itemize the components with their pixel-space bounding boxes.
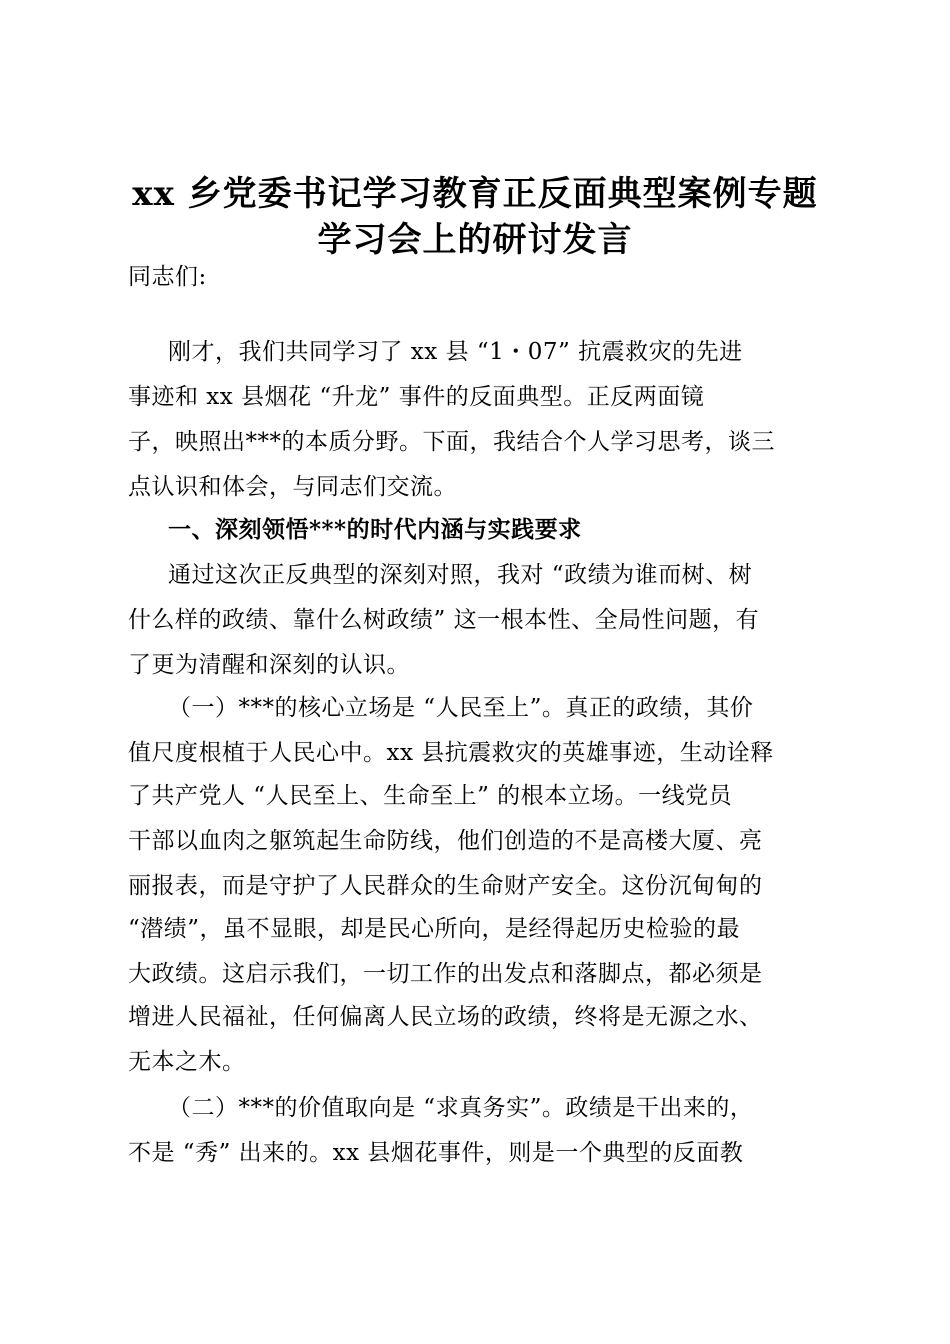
sub-1-line-1: （一）***的核心立场是 “人民至上”。真正的政绩，其价 [168, 695, 754, 721]
document-title-line-1: xx 乡党委书记学习教育正反面典型案例专题 [132, 174, 818, 214]
document-title-line-2: 学习会上的研讨发言 [317, 220, 633, 260]
section-1-line-3: 了更为清醒和深刻的认识。 [128, 652, 410, 678]
sub-1-line-9: 无本之木。 [128, 1049, 246, 1075]
salutation: 同志们: [128, 264, 207, 290]
sub-1-line-4: 干部以血肉之躯筑起生命防线，他们创造的不是高楼大厦、亮 [128, 828, 763, 854]
sub-1-line-2: 值尺度根植于人民心中。xx 县抗震救灾的英雄事迹，生动诠释 [128, 740, 774, 766]
section-1-heading: 一、深刻领悟***的时代内涵与实践要求 [168, 516, 582, 543]
sub-2-line-2: 不是 “秀” 出来的。xx 县烟花事件，则是一个典型的反面教 [128, 1140, 744, 1166]
sub-1-line-5: 丽报表，而是守护了人民群众的生命财产安全。这份沉甸甸的 [128, 873, 763, 899]
sub-1-line-3: 了共产党人 “人民至上、生命至上” 的根本立场。一线党员 [128, 783, 733, 809]
intro-line-3: 子，映照出***的本质分野。下面，我结合个人学习思考，谈三 [128, 429, 775, 455]
intro-line-4: 点认识和体会，与同志们交流。 [128, 474, 457, 500]
intro-line-2: 事迹和 xx 县烟花 “升龙” 事件的反面典型。正反两面镜 [128, 384, 705, 410]
section-1-line-2: 什么样的政绩、靠什么树政绩” 这一根本性、全局性问题，有 [128, 607, 760, 633]
section-1-line-1: 通过这次正反典型的深刻对照，我对 “政绩为谁而树、树 [168, 562, 753, 588]
sub-1-line-8: 增进人民福祉，任何偏离人民立场的政绩，终将是无源之水、 [128, 1004, 763, 1030]
sub-1-line-7: 大政绩。这启示我们，一切工作的出发点和落脚点，都必须是 [128, 961, 763, 987]
sub-1-line-6: “潜绩”，虽不显眼，却是民心所向，是经得起历史检验的最 [128, 916, 741, 942]
sub-2-line-1: （二）***的价值取向是 “求真务实”。政绩是干出来的， [168, 1095, 754, 1121]
intro-line-1: 刚才，我们共同学习了 xx 县 “1・07” 抗震救灾的先进 [168, 339, 743, 365]
